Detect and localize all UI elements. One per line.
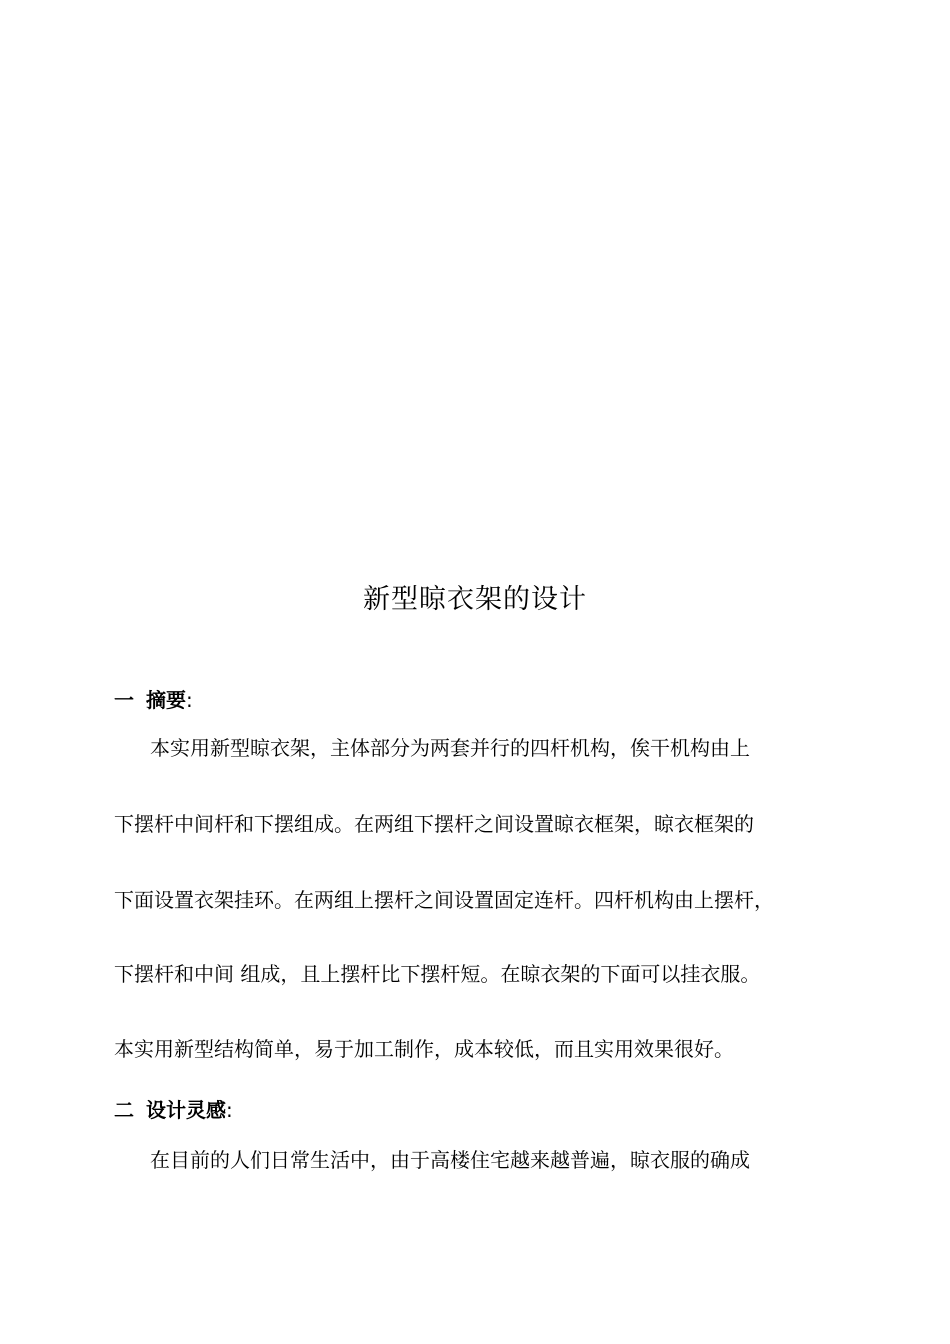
paragraph-line: 本实用新型结构简单，易于加工制作，成本较低，而且实用效果很好。 bbox=[114, 1037, 734, 1061]
section-heading-colon: : bbox=[186, 688, 193, 712]
document-title: 新型晾衣架的设计 bbox=[363, 584, 587, 615]
section-heading-inspiration bbox=[114, 1096, 233, 1124]
paragraph-line: 下摆杆中间杆和下摆组成。在两组下摆杆之间设置晾衣框架，晾衣框架的 bbox=[114, 812, 754, 836]
section-number: 一 bbox=[114, 688, 134, 712]
section-heading-abstract bbox=[114, 686, 193, 714]
section-number: 二 bbox=[114, 1098, 134, 1122]
section-heading-text: 设计灵感 bbox=[146, 1098, 226, 1122]
section-heading-text: 摘要 bbox=[146, 688, 186, 712]
paragraph-line: 下面设置衣架挂环。在两组上摆杆之间设置固定连杆。四杆机构由上摆杆， bbox=[114, 888, 774, 912]
paragraph-line: 下摆杆和中间 组成，且上摆杆比下摆杆短。在晾衣架的下面可以挂衣服。 bbox=[114, 962, 761, 986]
paragraph-line: 在目前的人们日常生活中，由于高楼住宅越来越普遍，晾衣服的确成 bbox=[150, 1148, 750, 1172]
paragraph-line: 本实用新型晾衣架，主体部分为两套并行的四杆机构，俟干机构由上 bbox=[150, 736, 750, 760]
section-heading-colon: : bbox=[226, 1098, 233, 1122]
